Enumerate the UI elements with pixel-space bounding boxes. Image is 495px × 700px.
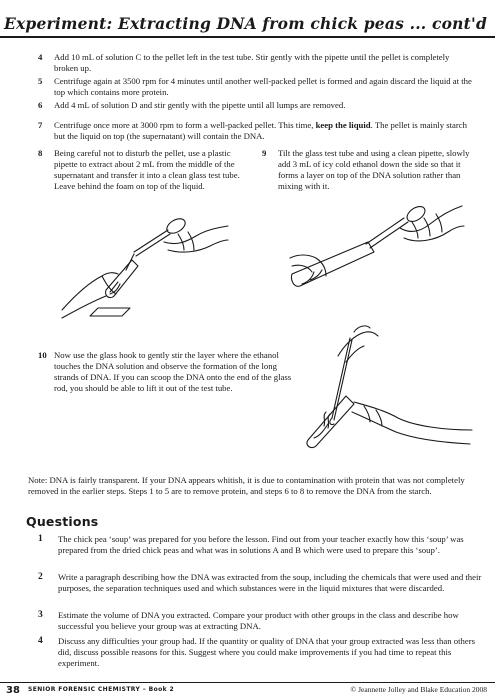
question-text: Discuss any difficulties your group had. If the quantity or quality of DNA that your group extracted was less than others did, discuss possible reasons for this. Suggest where you could make improvements if you had time to repeat this experiment. (58, 636, 475, 668)
step-text: Being careful not to disturb the pellet, use a plastic pipette to extract about 2 mL from the middle of the supernatant and transfer it into a clean glass test tube. Leave behind the foam on top of the liquid. (54, 148, 240, 191)
copyright-notice: © Jeannette Jolley and Blake Education 2008 (350, 685, 487, 694)
question-number: 2 (38, 572, 43, 582)
question-number: 4 (38, 636, 43, 646)
book-title: SENIOR FORENSIC CHEMISTRY – Book 2 (28, 686, 175, 693)
step-number: 4 (38, 52, 43, 62)
note-paragraph: Note: DNA is fairly transparent. If your DNA appears whitish, it is due to contamination with protein that was not completely removed in the earlier steps. Steps 1 to 5 are to remove protein, and steps 6 to 8 to remove the DNA from the starch. (28, 475, 465, 496)
header-rule (0, 36, 495, 38)
step-number: 8 (38, 148, 43, 158)
page-number: 38 (6, 685, 20, 696)
question-text: Estimate the volume of DNA you extracted. Compare your product with other groups in the class and describe how successful you believe your group was at extracting DNA. (58, 610, 459, 631)
step-number: 9 (262, 148, 267, 158)
step-text: Add 10 mL of solution C to the pellet left in the test tube. Stir gently with the pipette until the pellet is completely broken up. (54, 52, 450, 73)
questions-heading: Questions (26, 514, 99, 529)
question-text: Write a paragraph describing how the DNA was extracted from the soup, including the chemicals that were used and their purposes, the separation techniques used and which substances were in the liquid mixtures that were discarded. (58, 572, 482, 593)
step-text-emphasis: keep the liquid (315, 120, 371, 130)
question-number: 1 (38, 534, 43, 544)
step-number: 7 (38, 120, 43, 130)
chapter-title: Experiment: Extracting DNA from chick peas ... cont'd (3, 14, 487, 33)
glass-hook-stirring-illustration (294, 322, 474, 452)
question-text: The chick pea ‘soup’ was prepared for you before the lesson. Find out from your teacher exactly how this ‘soup’ was prepared from the dried chick peas and what was in solutions A and B which were used to prepare this ‘soup’. (58, 534, 464, 555)
step-number: 10 (38, 350, 47, 360)
step-text: Tilt the glass test tube and using a clean pipette, slowly add 3 mL of icy cold ethanol down the side so that it forms a layer on top of the DNA solution rather than mixing with it. (278, 148, 470, 191)
step-number: 6 (38, 100, 43, 110)
question-number: 3 (38, 610, 43, 620)
footer-rule (0, 682, 495, 683)
page-header (0, 8, 495, 38)
step-text-start: Centrifuge once more at 3000 rpm to form a well-packed pellet. This time, (54, 120, 316, 130)
step-text: Add 4 mL of solution D and stir gently with the pipette until all lumps are removed. (54, 100, 346, 110)
page-title (0, 14, 487, 33)
step-number: 5 (38, 76, 43, 86)
pipette-transfer-illustration (60, 212, 230, 322)
step-text-end: . The pellet is mainly starch but the liquid on top (the supernatant) will contain the DNA. (54, 120, 467, 141)
step-text: Centrifuge again at 3500 rpm for 4 minutes until another well-packed pellet is formed and again discard the liquid at the top which contains more protein. (54, 76, 472, 97)
page-footer (0, 682, 495, 700)
step-text: Now use the glass hook to gently stir the layer where the ethanol touches the DNA solution and observe the formation of the long strands of DNA. If you can scoop the DNA onto the end of the glass rod, you should be able to lift it out of the test tube. (54, 350, 292, 393)
step-text (54, 120, 474, 142)
ethanol-layering-illustration (286, 198, 466, 318)
